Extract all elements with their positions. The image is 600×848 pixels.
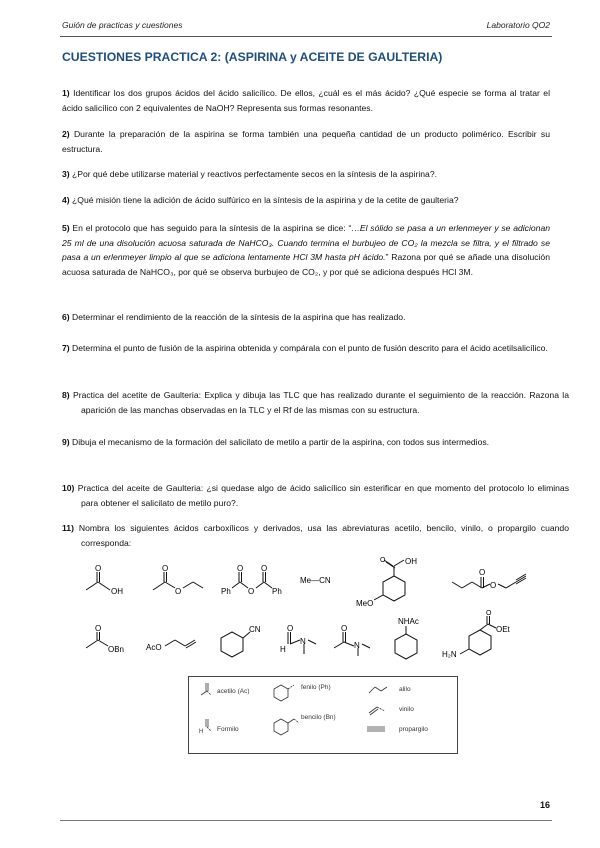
question-7 <box>62 341 569 356</box>
footer-divider <box>60 820 552 821</box>
dimethylformamide-structure <box>272 622 322 662</box>
page-number: 16 <box>539 800 550 810</box>
legend-alilo: alilo <box>399 686 411 693</box>
question-number: 3) <box>62 169 70 179</box>
nitrogen-label: N <box>300 637 306 646</box>
acetic-acid-structure <box>80 562 130 602</box>
acetoxy-label: AcO <box>146 643 162 652</box>
question-text: Practica del aceite de Gaulteria: ¿si quedase algo de ácido salicílico sin esterificar en que momento del protocolo lo eliminas para obtener el salicilato de metilo puro?. <box>77 483 569 508</box>
oxygen-label: O <box>341 624 348 633</box>
legend-fenilo: fenilo (Ph) <box>301 684 331 691</box>
header-divider <box>60 36 552 37</box>
oxygen-label: O <box>287 624 294 633</box>
question-text: Durante la preparación de la aspirina se forma también una pequeña cantidad de un producto polimérico. Escribir su estructura. <box>62 129 550 154</box>
abbreviation-legend <box>188 676 458 754</box>
oxygen-label: O <box>490 581 497 590</box>
oxygen-label: O <box>95 624 102 633</box>
oxygen-label: O <box>237 564 244 573</box>
question-text: Practica del acetite de Gaulteria: Explica y dibuja las TLC que has realizado durante el seguimiento de la reacción. Razona la aparición de las manchas observadas en la TLC y el Rf de las mismas con su estructura. <box>73 390 569 415</box>
phenyl-label: Ph <box>221 587 231 596</box>
question-8 <box>62 388 569 417</box>
hydrogen-label: H <box>280 645 286 654</box>
question-3 <box>62 167 550 182</box>
oxygen-label: O <box>380 557 386 564</box>
question-text: Nombra los siguientes ácidos carboxílicos y derivados, usa las abreviaturas acetilo, bencilo, vinilo, o propargilo cuando corresponda: <box>78 523 569 548</box>
legend-acetilo: acetilo (Ac) <box>217 688 250 695</box>
question-number: 11) <box>62 523 74 533</box>
question-11 <box>62 521 569 550</box>
p-methoxybenzoic-acid-structure <box>354 556 430 608</box>
benzyl-acetate-structure <box>80 624 130 660</box>
acetonitrile-label: Me—CN <box>300 576 331 585</box>
nitrogen-label: N <box>354 641 360 650</box>
propargyl-butanoate-structure <box>450 562 530 602</box>
question-text-rest: ” Razona por qué se añade una disolución acuosa saturada de NaHCO₃, por qué se observa burbujeo de CO₂, y por qué se adiciona después HCl 3M. <box>62 252 550 277</box>
question-text: Identificar los dos grupos ácidos del ácido salicílico. De ellos, ¿cuál es el más ácido? ¿Qué especie se forma al tratar el ácido salicílico con 2 equivalentes de NaOH? Representa sus formas resonantes. <box>62 88 550 113</box>
nitrile-label: CN <box>249 625 261 634</box>
ethyl-acetate-structure <box>147 562 205 602</box>
question-5 <box>62 221 550 279</box>
question-text: Dibuja el mecanismo de la formación del salicilato de metilo a partir de la aspirina, con todos sus intermedios. <box>72 437 490 447</box>
question-10 <box>62 481 569 510</box>
oxygen-label: O <box>175 587 182 596</box>
question-1 <box>62 86 550 115</box>
hydroxyl-label: OH <box>111 587 123 596</box>
question-number: 7) <box>62 343 70 353</box>
question-number: 8) <box>62 390 70 400</box>
ethyl-p-aminobenzoate-structure <box>440 610 530 662</box>
phenyl-label: Ph <box>272 587 282 596</box>
hydrogen-label: H <box>199 729 204 735</box>
oxygen-label: O <box>95 564 102 573</box>
oxygen-label: O <box>248 587 255 596</box>
legend-formilo: Formilo <box>217 726 239 733</box>
oxygen-label: O <box>479 568 486 577</box>
question-6 <box>62 310 550 325</box>
question-text-intro: En el protocolo que has seguido para la síntesis de la aspirina se dice: “ <box>72 223 352 233</box>
ethoxy-label: OEt <box>496 625 510 634</box>
dimethylacetamide-structure <box>328 622 378 662</box>
benzyloxy-label: OBn <box>108 645 125 654</box>
question-number: 6) <box>62 312 70 322</box>
acetamido-label: NHAc <box>398 617 419 626</box>
methoxy-label: MeO <box>356 599 374 608</box>
question-number: 1) <box>62 88 70 98</box>
question-text: ¿Por qué debe utilizarse material y reactivos perfectamente secos en la síntesis de la aspirina?. <box>72 169 437 179</box>
question-text: Determina el punto de fusión de la aspirina obtenida y compárala con el punto de fusión descrito para el ácido acetilsalicílico. <box>72 343 548 353</box>
question-quote: …El sólido se pasa a un erlenmeyer y se adicionan 25 ml de una disolución acuosa saturada de NaHCO₃. Cuando termina el burbujeo de CO₂ la mezcla se filtra, y el filtrado se pasa a un erlenmeyer limpio al que se adiciona lentamente HCl 3M hasta pH ácido. <box>62 223 551 262</box>
oxygen-label: O <box>486 610 492 617</box>
legend-bencilo: bencilo (Bn) <box>301 714 336 721</box>
question-text: ¿Qué misión tiene la adición de ácido sulfúrico en la síntesis de la aspirina y de la cetite de gaulteria? <box>72 195 459 205</box>
question-number: 9) <box>62 437 70 447</box>
page-title: CUESTIONES PRACTICA 2: (ASPIRINA y ACEITE DE GAULTERIA) <box>62 50 443 64</box>
question-4 <box>62 193 550 208</box>
allyl-acetate-structure <box>143 630 205 658</box>
oxygen-label: O <box>261 564 268 573</box>
question-2 <box>62 127 550 156</box>
legend-propargilo: propargilo <box>399 726 428 733</box>
oxygen-label: O <box>162 564 169 573</box>
benzoic-anhydride-structure <box>220 562 288 602</box>
question-number: 10) <box>62 483 75 493</box>
legend-vinilo: vinilo <box>399 706 414 713</box>
question-number: 5) <box>62 223 70 233</box>
hydroxyl-label: OH <box>405 557 417 566</box>
acetonitrile-structure <box>298 572 344 588</box>
acetanilide-structure <box>384 614 434 666</box>
header-left: Guión de practicas y cuestiones <box>62 20 183 30</box>
question-number: 2) <box>62 129 70 139</box>
question-text: Determinar el rendimiento de la reacción de la síntesis de la aspirina que has realizado. <box>72 312 406 322</box>
legend-drawing <box>189 677 457 753</box>
amino-label: H₂N <box>442 650 457 659</box>
question-9 <box>62 435 569 450</box>
benzonitrile-structure <box>212 620 264 662</box>
question-number: 4) <box>62 195 70 205</box>
header-right: Laboratorio QO2 <box>486 20 550 30</box>
